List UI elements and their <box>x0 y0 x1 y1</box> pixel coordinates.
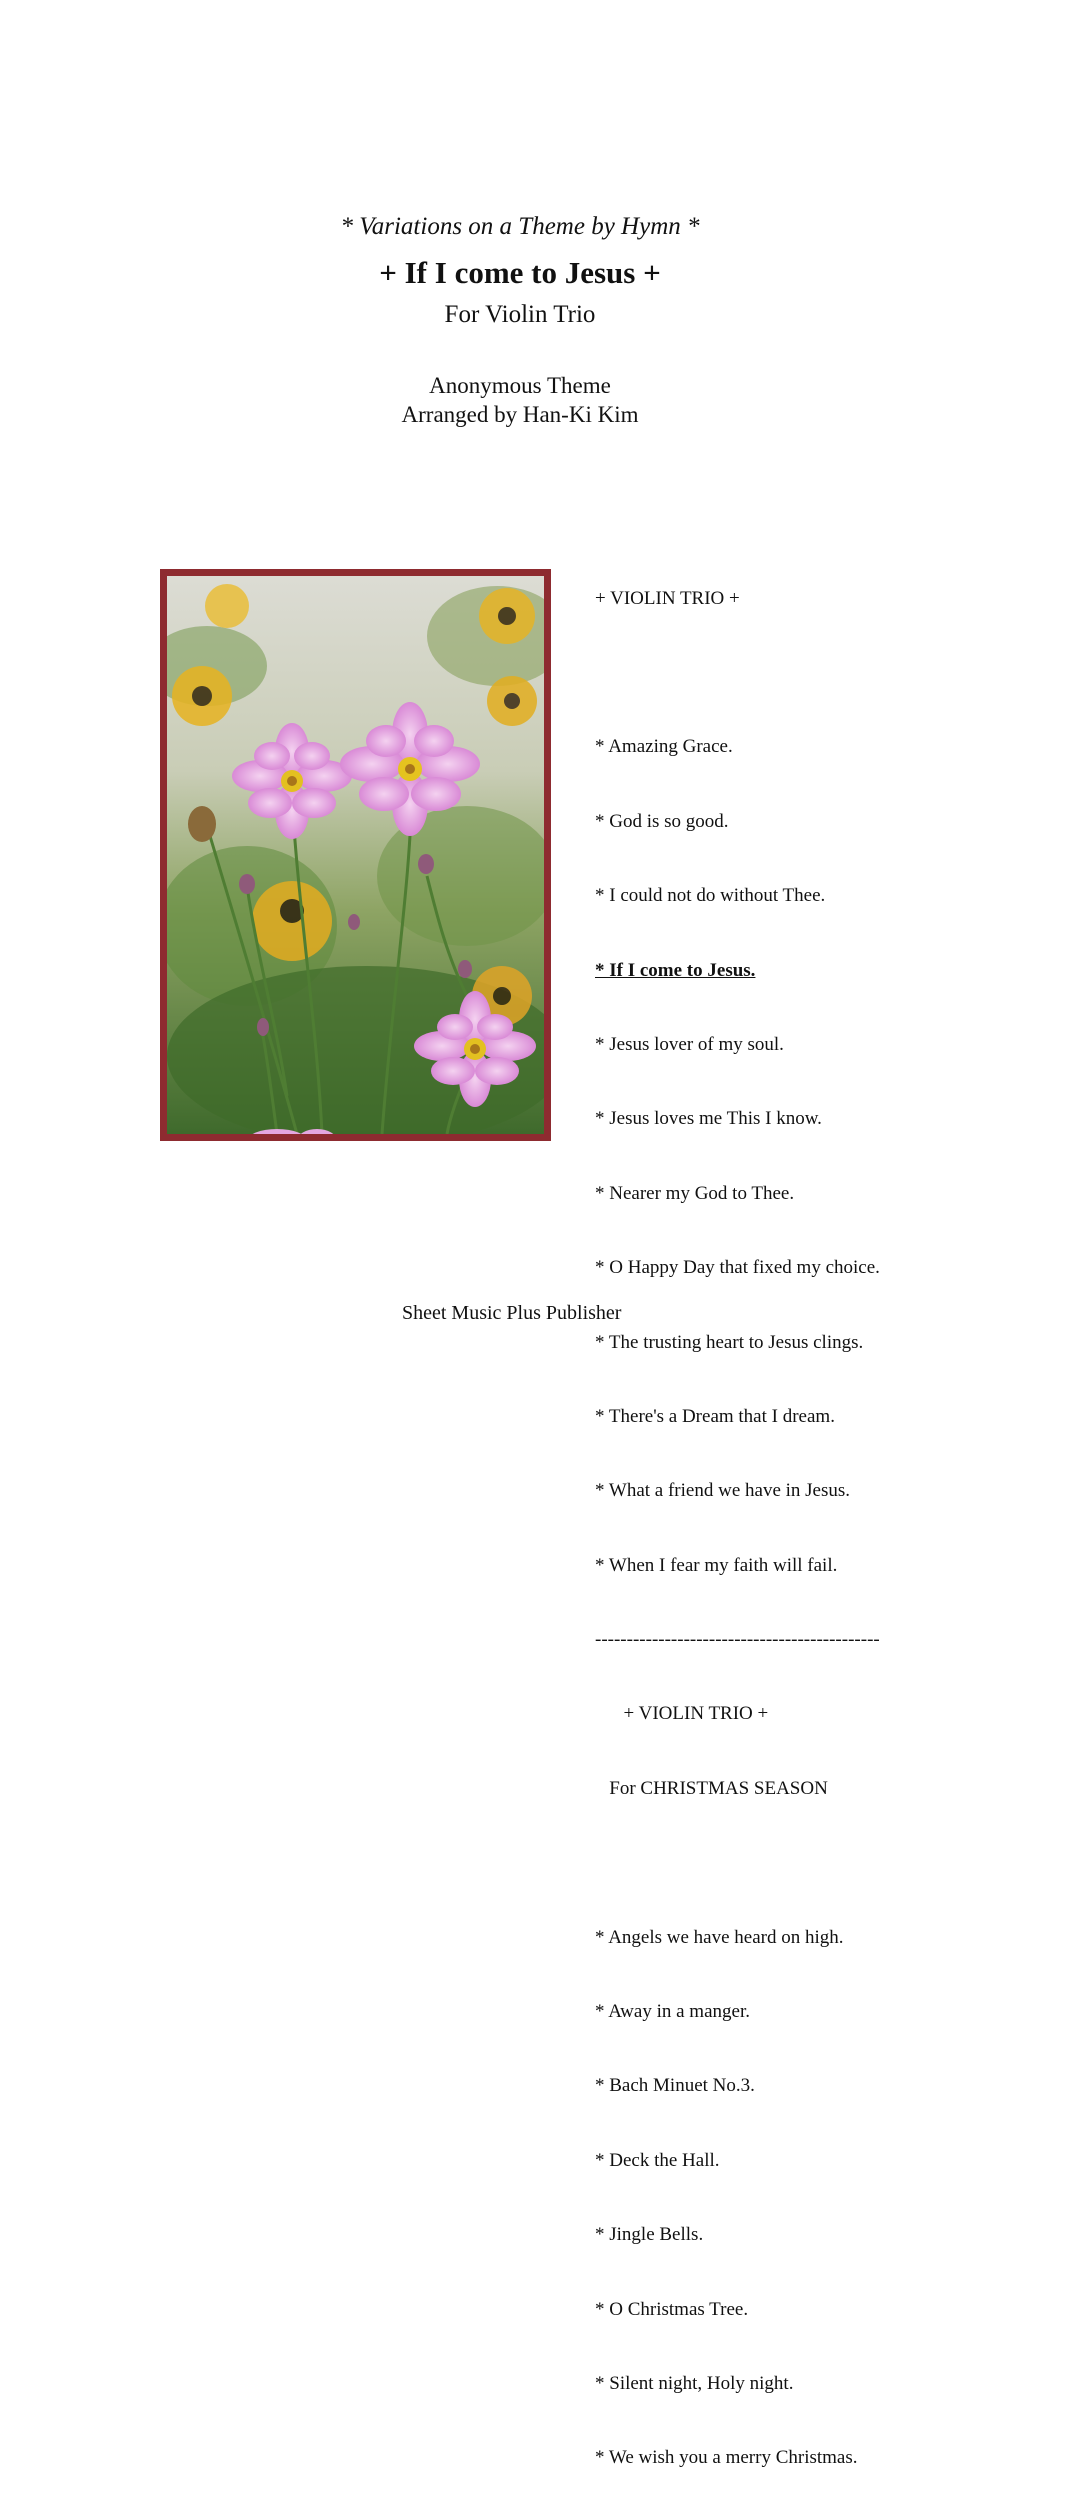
list-item: * O Happy Day that fixed my choice. <box>595 1257 880 1279</box>
list-item: * Silent night, Holy night. <box>595 2372 794 2394</box>
flower-photo-frame <box>160 569 551 1141</box>
list-item: * The trusting heart to Jesus clings. <box>595 1331 864 1353</box>
theme-credit: Anonymous Theme <box>429 373 611 398</box>
list-item: * God is so good. <box>595 810 729 832</box>
list-subheading-2: For CHRISTMAS SEASON <box>595 1777 828 1799</box>
list-heading-2: + VIOLIN TRIO + <box>595 1703 769 1725</box>
list-item: * Nearer my God to Thee. <box>595 1182 795 1204</box>
list-item: * Deck the Hall. <box>595 2149 720 2171</box>
list-item: * Amazing Grace. <box>595 736 733 758</box>
list-item: * Jingle Bells. <box>595 2224 704 2246</box>
publisher: Sheet Music Plus Publisher <box>402 1302 622 1324</box>
list-item: * O Christmas Tree. <box>595 2298 749 2320</box>
list-item: * What a friend we have in Jesus. <box>595 1480 851 1502</box>
divider: --------------------------------------------- <box>595 1629 880 1651</box>
instrumentation: For Violin Trio <box>444 301 596 328</box>
list-item: * When I fear my faith will fail. <box>595 1554 838 1576</box>
list-item: * Jesus lover of my soul. <box>595 1033 784 1055</box>
flower-photo-icon <box>167 576 544 1134</box>
list-item: * Jesus loves me This I know. <box>595 1108 822 1130</box>
piece-list <box>595 537 880 2496</box>
list-item-current: * If I come to Jesus. <box>595 959 756 981</box>
page-title: + If I come to Jesus + <box>379 255 661 290</box>
list-item: * I could not do without Thee. <box>595 885 826 907</box>
list-heading: + VIOLIN TRIO + <box>595 587 740 609</box>
list-item: * Away in a manger. <box>595 2001 750 2023</box>
arranger-credit: Arranged by Han-Ki Kim <box>401 402 639 427</box>
subtitle: * Variations on a Theme by Hymn * <box>340 213 700 240</box>
list-item: * Bach Minuet No.3. <box>595 2075 755 2097</box>
list-item: * There's a Dream that I dream. <box>595 1405 835 1427</box>
list-item: * We wish you a merry Christmas. <box>595 2447 858 2469</box>
list-item: * Angels we have heard on high. <box>595 1926 844 1948</box>
